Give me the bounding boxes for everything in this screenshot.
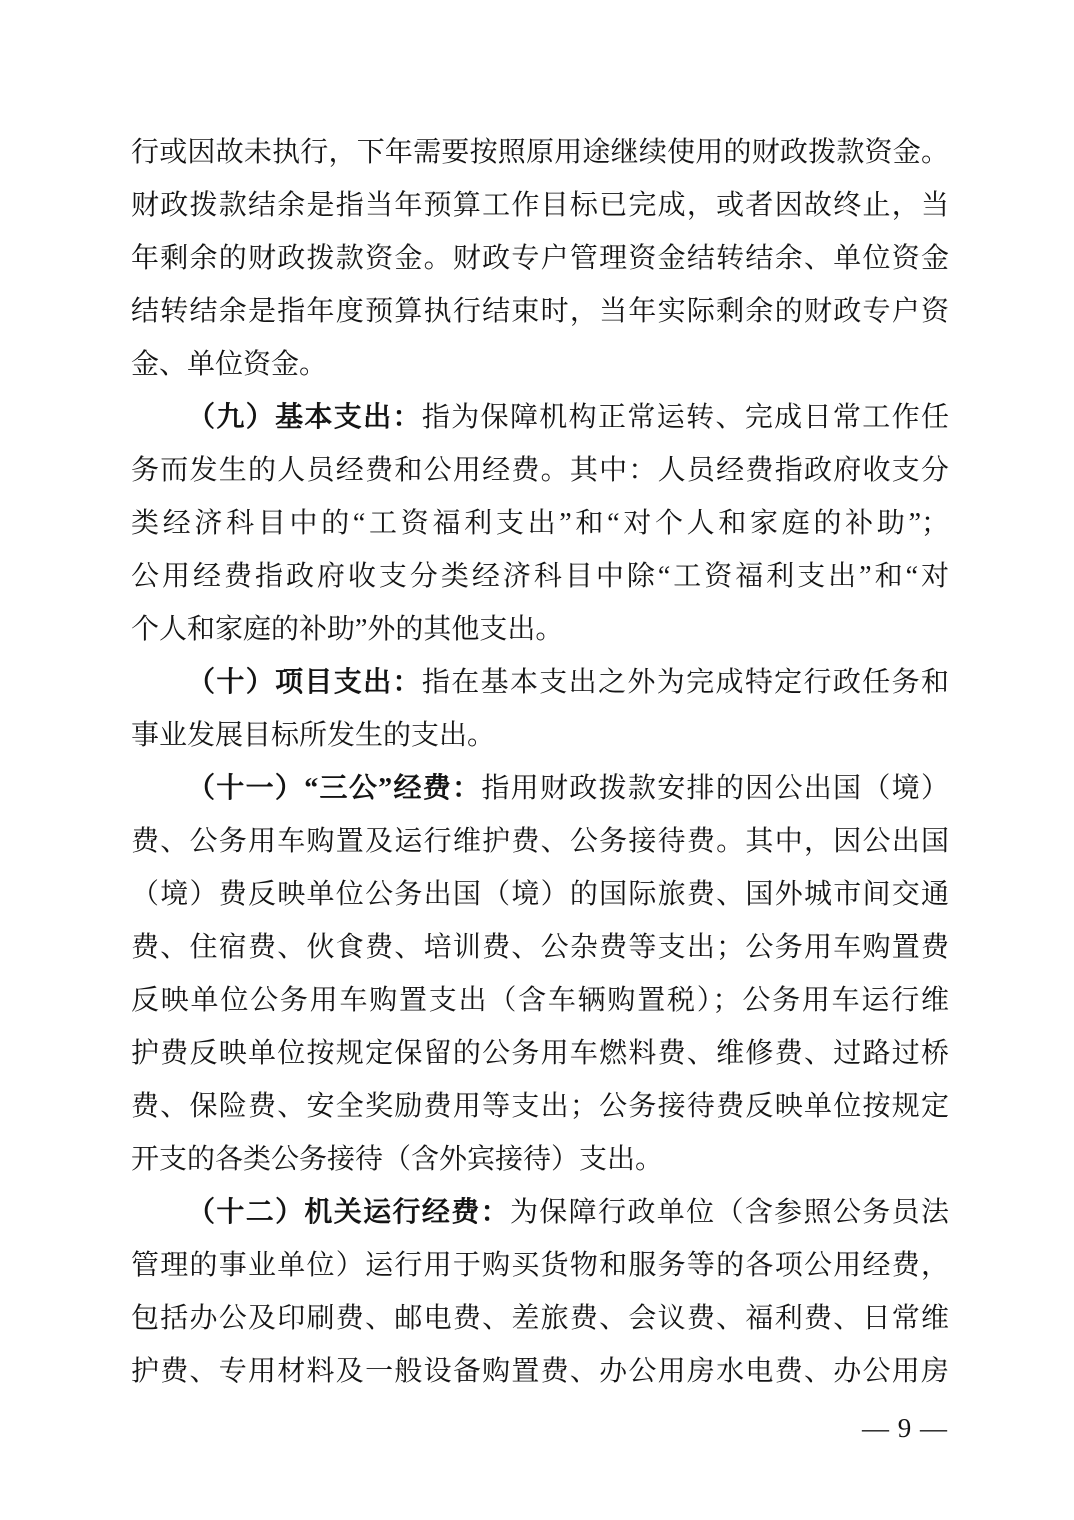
text-line: （境）费反映单位公务出国（境）的国际旅费、国外城市间交通 [131,879,949,910]
text-line: 费、保险费、安全奖励费用等支出；公务接待费反映单位按规定 [131,1091,949,1122]
text-line: （十二）机关运行经费：为保障行政单位（含参照公务员法 [187,1197,949,1228]
paragraph-heading: （九）基本支出： [187,402,422,433]
para-11-three-public-expenses [131,762,949,1186]
text-line: （九）基本支出：指为保障机构正常运转、完成日常工作任 [187,402,949,433]
paragraph-heading: （十）项目支出： [187,667,422,698]
text-line: 行或因故未执行，下年需要按照原用途继续使用的财政拨款资金。 [131,137,949,168]
text-line: 开支的各类公务接待（含外宾接待）支出。 [131,1144,664,1175]
text-line: 包括办公及印刷费、邮电费、差旅费、会议费、福利费、日常维 [131,1303,949,1334]
text-line: 管理的事业单位）运行用于购买货物和服务等的各项公用经费， [131,1250,949,1281]
para-12-agency-operating-expenses [131,1186,949,1398]
text-line: 年剩余的财政拨款资金。财政专户管理资金结转结余、单位资金 [131,243,949,274]
text-line: 事业发展目标所发生的支出。 [131,720,496,751]
text-line: 费、公务用车购置及运行维护费、公务接待费。其中，因公出国 [131,826,949,857]
para-9-basic-expenditure [131,391,949,656]
text-line: （十一）“三公”经费：指用财政拨款安排的因公出国（境） [187,773,949,804]
text-line: （十）项目支出：指在基本支出之外为完成特定行政任务和 [187,667,949,698]
text-line: 护费反映单位按规定保留的公务用车燃料费、维修费、过路过桥 [131,1038,949,1069]
text-line: 个人和家庭的补助”外的其他支出。 [131,614,564,645]
page-number: — 9 — [862,1413,948,1443]
paragraph-heading: （十一）“三公”经费： [187,773,482,804]
text-line: 务而发生的人员经费和公用经费。其中：人员经费指政府收支分 [131,455,949,486]
text-block [131,126,949,1398]
text-line: 反映单位公务用车购置支出（含车辆购置税）；公务用车运行维 [131,985,949,1016]
para-carryover-balance-definition [131,126,949,391]
text-line: 财政拨款结余是指当年预算工作目标已完成，或者因故终止，当 [131,190,949,221]
para-10-project-expenditure [131,656,949,762]
text-line: 费、住宿费、伙食费、培训费、公杂费等支出；公务用车购置费 [131,932,949,963]
text-line: 公用经费指政府收支分类经济科目中除“工资福利支出”和“对 [131,561,949,592]
text-line: 金、单位资金。 [131,349,328,380]
paragraph-heading: （十二）机关运行经费： [187,1197,510,1228]
text-line: 类经济科目中的“工资福利支出”和“对个人和家庭的补助”； [131,508,949,539]
text-line: 结转结余是指年度预算执行结束时，当年实际剩余的财政专户资 [131,296,949,327]
text-line: 护费、专用材料及一般设备购置费、办公用房水电费、办公用房 [131,1356,949,1387]
